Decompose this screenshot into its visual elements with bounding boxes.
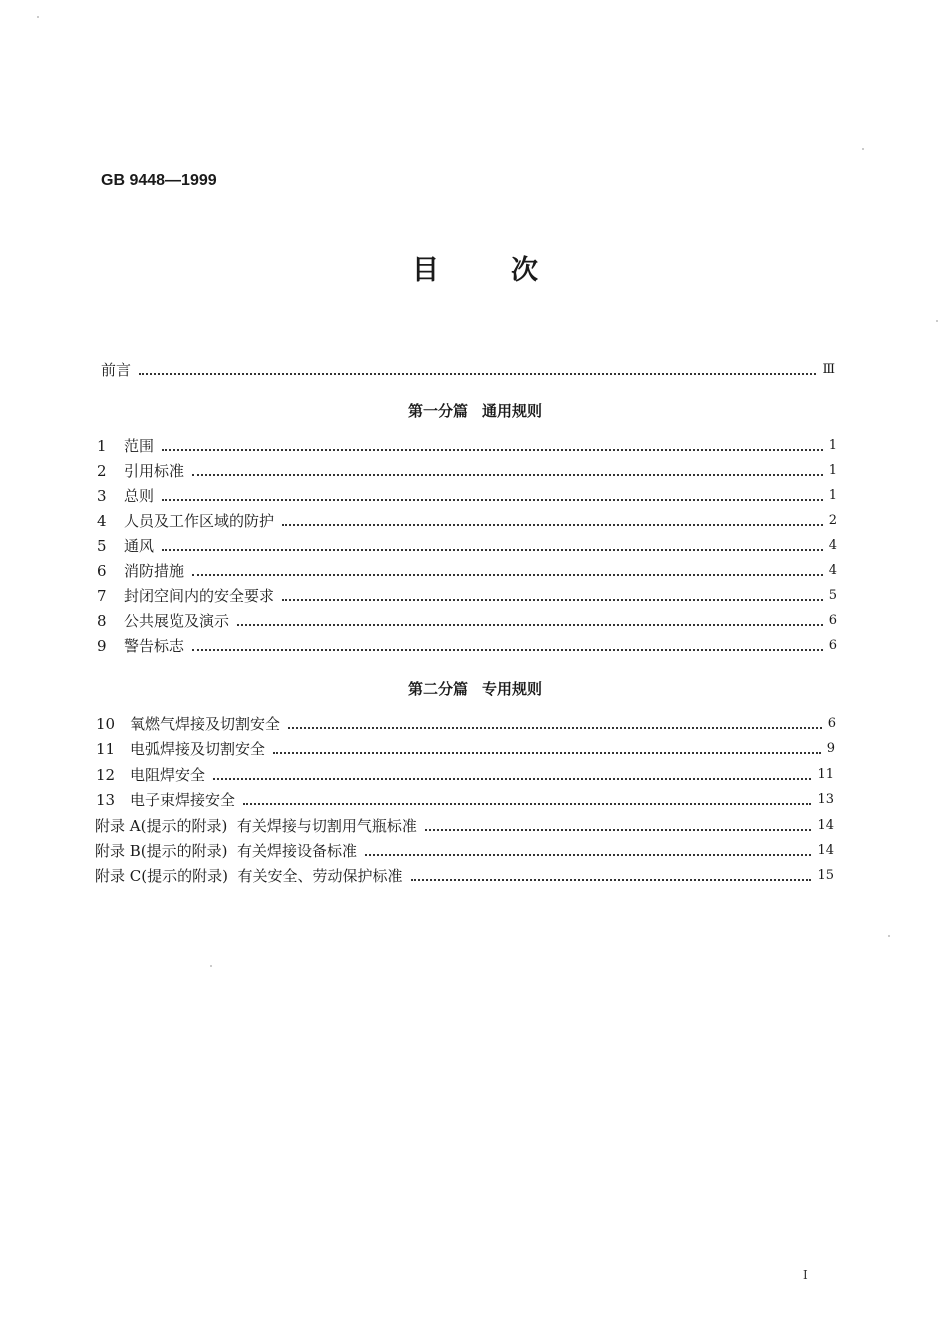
- toc-entry-label: 附录 A(提示的附录) 有关焊接与切割用气瓶标准: [95, 817, 417, 835]
- toc-entry-page: 4: [828, 538, 837, 553]
- dot-leader: [237, 623, 823, 626]
- toc-entry[interactable]: [97, 536, 837, 556]
- dot-leader: [282, 598, 823, 601]
- toc-entry-label: 电阻焊安全: [130, 766, 206, 784]
- toc-entry-page: 2: [828, 513, 837, 528]
- toc-entry[interactable]: [97, 436, 837, 456]
- toc-entry-label: 电弧焊接及切割安全: [130, 740, 266, 758]
- toc-entry[interactable]: [96, 765, 834, 785]
- toc-entry-page: 1: [828, 438, 837, 453]
- toc-entry-number: 9: [97, 637, 107, 655]
- toc-entry-number: 7: [97, 587, 107, 605]
- toc-entry[interactable]: [97, 561, 837, 581]
- toc-entry-number: 10: [96, 715, 116, 733]
- toc-entry-page: 6: [828, 638, 837, 653]
- toc-entry-label: 警告标志: [124, 637, 185, 655]
- toc-entry-number: 3: [97, 487, 107, 505]
- toc-entry-number: 5: [97, 537, 107, 555]
- toc-entry-number: 2: [97, 462, 107, 480]
- scan-speck: [210, 965, 212, 967]
- dot-leader: [282, 523, 823, 526]
- toc-entry[interactable]: [97, 461, 837, 481]
- part1-heading-part: 第一分篇: [407, 402, 468, 420]
- toc-appendix-entry[interactable]: [95, 841, 834, 861]
- toc-entry[interactable]: [97, 636, 837, 656]
- toc-entry-number: 8: [97, 612, 107, 630]
- part2-heading-title: 专用规则: [482, 680, 543, 698]
- toc-entry-number: 6: [97, 562, 107, 580]
- scan-speck: [862, 148, 864, 150]
- dot-leader: [411, 878, 812, 881]
- dot-leader: [162, 498, 823, 501]
- toc-entry-label: 消防措施: [124, 562, 185, 580]
- toc-entry-page: 9: [826, 741, 835, 756]
- part2-heading: [0, 678, 950, 699]
- toc-entry-label: 附录 B(提示的附录) 有关焊接设备标准: [95, 842, 358, 860]
- toc-entry[interactable]: [96, 790, 834, 810]
- toc-entry-page: 6: [827, 716, 836, 731]
- scan-speck: [936, 320, 938, 322]
- toc-entry-page: 6: [828, 613, 837, 628]
- scan-speck: [37, 16, 39, 18]
- toc-entry-page: 13: [817, 792, 834, 807]
- standard-code: GB 9448—1999: [101, 172, 217, 189]
- page-title: 目次: [412, 255, 610, 286]
- dot-leader: [162, 448, 823, 451]
- toc-entry-number: 12: [96, 766, 116, 784]
- toc-entry-page: 4: [828, 563, 837, 578]
- toc-entry-page: 5: [828, 588, 837, 603]
- toc-entry[interactable]: [96, 739, 835, 759]
- dot-leader: [288, 726, 822, 729]
- toc-entry-page: 1: [828, 488, 837, 503]
- dot-leader: [425, 828, 812, 831]
- toc-appendix-entry[interactable]: [95, 816, 834, 836]
- toc-entry[interactable]: [97, 611, 837, 631]
- toc-entry-preface[interactable]: [101, 360, 835, 380]
- toc-entry-page: 11: [817, 767, 834, 782]
- toc-entry-page: 15: [817, 868, 834, 883]
- part1-heading: [0, 400, 950, 421]
- page-number: I: [803, 1268, 808, 1282]
- toc-entry-label: 前言: [101, 361, 132, 379]
- toc-entry[interactable]: [96, 714, 836, 734]
- toc-entry-number: 13: [96, 791, 116, 809]
- toc-entry-label: 电子束焊接安全: [130, 791, 236, 809]
- toc-entry-label: 总则: [124, 487, 155, 505]
- toc-entry[interactable]: [97, 586, 837, 606]
- dot-leader: [243, 802, 811, 805]
- toc-entry-label: 封闭空间内的安全要求: [124, 587, 275, 605]
- toc-entry-number: 4: [97, 512, 107, 530]
- dot-leader: [139, 372, 816, 375]
- dot-leader: [192, 473, 823, 476]
- dot-leader: [213, 777, 811, 780]
- toc-entry-page: 14: [817, 818, 834, 833]
- dot-leader: [192, 648, 823, 651]
- dot-leader: [273, 751, 821, 754]
- toc-entry-label: 引用标准: [124, 462, 185, 480]
- toc-entry-label: 范围: [124, 437, 155, 455]
- dot-leader: [192, 573, 823, 576]
- toc-appendix-entry[interactable]: [95, 866, 834, 886]
- toc-entry-page: Ⅲ: [822, 362, 835, 377]
- toc-entry[interactable]: [97, 486, 837, 506]
- toc-entry-number: 1: [97, 437, 107, 455]
- dot-leader: [162, 548, 823, 551]
- toc-entry-label: 通风: [124, 537, 155, 555]
- toc-entry-label: 氧燃气焊接及切割安全: [130, 715, 281, 733]
- toc-entry[interactable]: [97, 511, 837, 531]
- toc-entry-number: 11: [96, 740, 116, 758]
- part1-heading-title: 通用规则: [482, 402, 543, 420]
- toc-entry-label: 附录 C(提示的附录) 有关安全、劳动保护标准: [95, 867, 403, 885]
- dot-leader: [365, 853, 811, 856]
- toc-entry-page: 14: [817, 843, 834, 858]
- toc-entry-label: 人员及工作区域的防护: [124, 512, 275, 530]
- part2-heading-part: 第二分篇: [407, 680, 468, 698]
- toc-entry-label: 公共展览及演示: [124, 612, 230, 630]
- scan-speck: [888, 935, 890, 937]
- toc-entry-page: 1: [828, 463, 837, 478]
